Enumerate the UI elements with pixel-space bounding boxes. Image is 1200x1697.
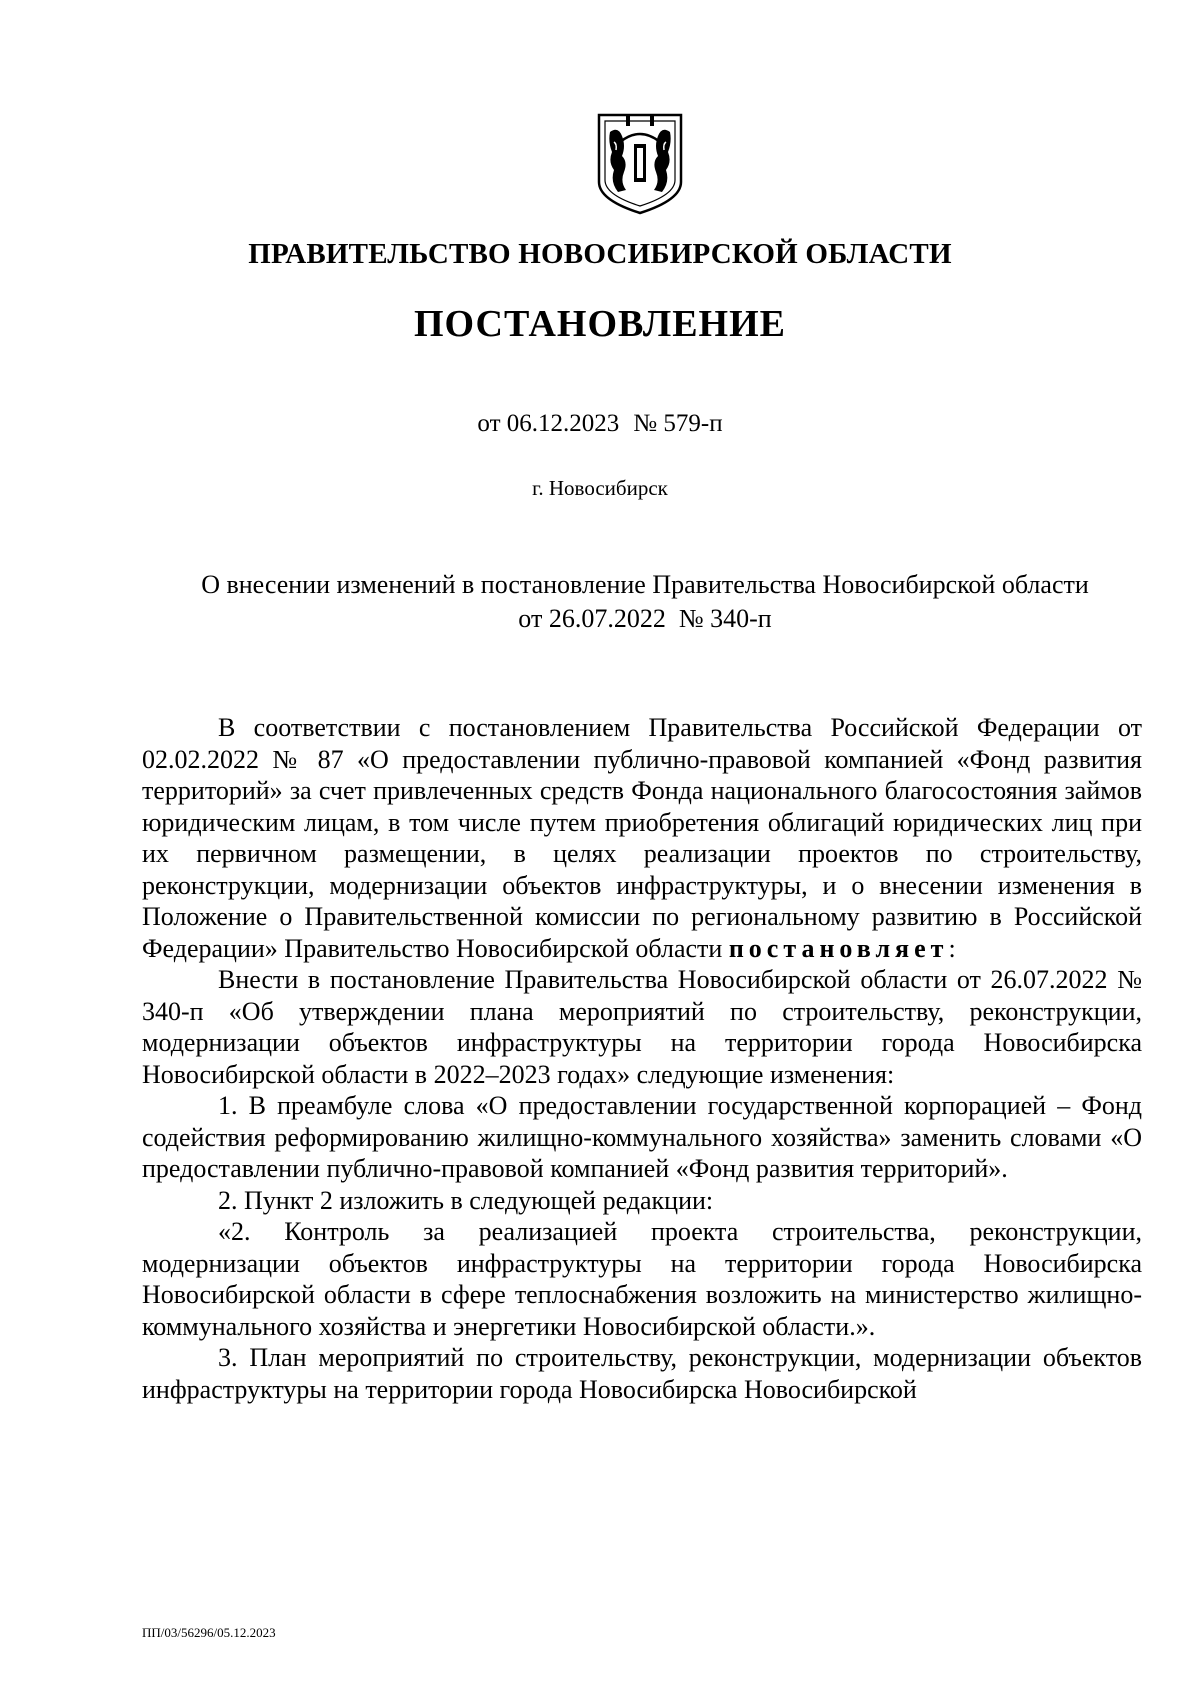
preamble-end: : xyxy=(948,933,956,963)
body-paragraph-item-3: 3. План мероприятий по строительству, реконструкции, модернизации объектов инфраструктуры на территории города Новосибирска Новосибирской xyxy=(142,1343,1142,1404)
subject-line-1: О внесении изменений в постановление Правительства Новосибирской области xyxy=(201,570,1089,599)
document-date: от 06.12.2023 xyxy=(477,410,620,437)
document-type-title: ПОСТАНОВЛЕНИЕ xyxy=(413,303,787,345)
document-subject xyxy=(150,568,1140,636)
preamble-text: В соответствии с постановлением Правительства Российской Федерации от 02.02.2022 № 87 «О предоставлении публично-правовой компанией «Фонд развития территорий» за счет привлеченных средств Фонда национального благосостояния займов юридическим лицам, в том числе путем приобретения облигаций юридических лиц при их первичном размещении, в целях реализации проектов по строительству, реконструкции, модернизации объектов инфраструктуры, и о внесении изменения в Положение о Правительственной комиссии по региональному развитию в Российской Федерации» Правительство Новосибирской области xyxy=(142,713,1142,963)
coat-of-arms-icon xyxy=(596,112,684,216)
body-paragraph-preamble xyxy=(142,712,1142,964)
body-paragraph-item-2-text: «2. Контроль за реализацией проекта строительства, реконструкции, модернизации объектов инфраструктуры на территории города Новосибирска Новосибирской области в сфере теплоснабжения возложить на министерство жилищно-коммунального хозяйства и энергетики Новосибирской области.». xyxy=(142,1217,1142,1341)
body-paragraph-amend: Внести в постановление Правительства Новосибирской области от 26.07.2022 № 340-п «Об утверждении плана мероприятий по строительству, реконструкции, модернизации объектов инфраструктуры на территории города Новосибирска Новосибирской области в 2022–2023 годах» следующие изменения: xyxy=(142,965,1142,1089)
decree-word: постановляет xyxy=(728,933,949,963)
document-body xyxy=(142,712,1142,1405)
document-date-number xyxy=(0,410,1200,438)
body-paragraph-item-2: 2. Пункт 2 изложить в следующей редакции: xyxy=(218,1185,714,1215)
body-paragraph-item-1: 1. В преамбуле слова «О предоставлении государственной корпорацией – Фонд содействия реформированию жилищно-коммунального хозяйства» заменить словами «О предоставлении публично-правовой компанией «Фонд развития территорий». xyxy=(142,1091,1142,1183)
document-number: № 579-п xyxy=(633,410,723,437)
document-city: г. Новосибирск xyxy=(532,476,668,500)
subject-line-2: от 26.07.2022 № 340-п xyxy=(518,604,772,633)
document-registration-code: ПП/03/56296/05.12.2023 xyxy=(142,1625,276,1640)
organization-name: ПРАВИТЕЛЬСТВО НОВОСИБИРСКОЙ ОБЛАСТИ xyxy=(248,238,952,270)
